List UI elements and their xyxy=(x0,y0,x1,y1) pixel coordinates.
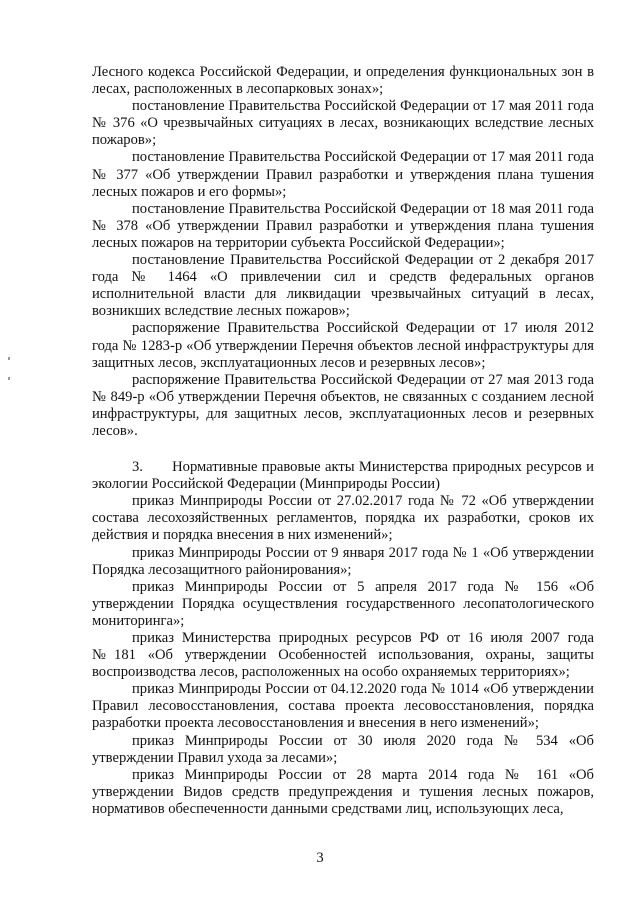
paragraph-decree-377: постановление Правительства Российской Федерации от 17 мая 2011 года № 377 «Об утверждении Правил разработки и утверждения плана тушения лесных пожаров и его формы»; xyxy=(92,149,594,200)
paragraph-decree-378: постановление Правительства Российской Федерации от 18 мая 2011 года № 378 «Об утверждении Правил разработки и утверждения плана тушения лесных пожаров на территории субъекта Российской Федерации»; xyxy=(92,200,594,251)
paragraph-order-1: приказ Минприроды России от 9 января 2017 года № 1 «Об утверждении Порядка лесозащитного районирования»; xyxy=(92,544,594,578)
paragraph-order-181: приказ Министерства природных ресурсов РФ от 16 июля 2007 года №181 «Об утверждении Особенностей использования, охраны, защиты воспроизводства лесов, расположенных на особо охраняемых территориях»; xyxy=(92,630,594,681)
paragraph-order-849r: распоряжение Правительства Российской Федерации от 27 мая 2013 года № 849-р «Об утверждении Перечня объектов, не связанных с созданием лесной инфраструктуры, для защитных лесов, эксплуатационных лесов и резервных лесов». xyxy=(92,371,594,439)
document-body xyxy=(92,64,594,818)
paragraph-order-534: приказ Минприроды России от 30 июля 2020 года № 534 «Об утверждении Правил ухода за лесами»; xyxy=(92,732,594,766)
margin-mark xyxy=(8,357,10,360)
paragraph-order-161: приказ Минприроды России от 28 марта 2014 года № 161 «Об утверждении Видов средств предупреждения и тушения лесных пожаров, нормативов обеспеченности данными средствами лиц, использующих леса, xyxy=(92,766,594,817)
margin-mark xyxy=(8,377,10,380)
paragraph-decree-376: постановление Правительства Российской Федерации от 17 мая 2011 года № 376 «О чрезвычайных ситуациях в лесах, возникающих вследствие лесных пожаров»; xyxy=(92,98,594,149)
page-number: 3 xyxy=(316,850,324,866)
paragraph-order-156: приказ Минприроды России от 5 апреля 2017 года № 156 «Об утверждении Порядка осуществления государственного лесопатологического мониторинга»; xyxy=(92,578,594,629)
paragraph-decree-1464: постановление Правительства Российской Федерации от 2 декабря 2017 года № 1464 «О привлечении сил и средств федеральных органов исполнительной власти для ликвидации чрезвычайных ситуаций в лесах, возникших вследствие лесных пожаров»; xyxy=(92,252,594,320)
paragraph-order-72: приказ Минприроды России от 27.02.2017 года № 72 «Об утверждении состава лесохозяйственных регламентов, порядка их разработки, сроков их действия и порядка внесения в них изменений»; xyxy=(92,493,594,544)
paragraph-order-1283r: распоряжение Правительства Российской Федерации от 17 июля 2012 года № 1283-р «Об утверждении Перечня объектов лесной инфраструктуры для защитных лесов, эксплуатационных лесов и резервных лесов»; xyxy=(92,320,594,371)
paragraph-continuation: Лесного кодекса Российской Федерации, и определения функциональных зон в лесах, расположенных в лесопарковых зонах»; xyxy=(92,64,594,98)
paragraph-order-1014: приказ Минприроды России от 04.12.2020 года № 1014 «Об утверждении Правил лесовосстановления, состава проекта лесовосстановления, порядка разработки проекта лесовосстановления и внесения в него изменений»; xyxy=(92,681,594,732)
section-heading-3: 3. Нормативные правовые акты Министерства природных ресурсов и экологии Российской Федерации (Минприроды России) xyxy=(92,459,594,493)
